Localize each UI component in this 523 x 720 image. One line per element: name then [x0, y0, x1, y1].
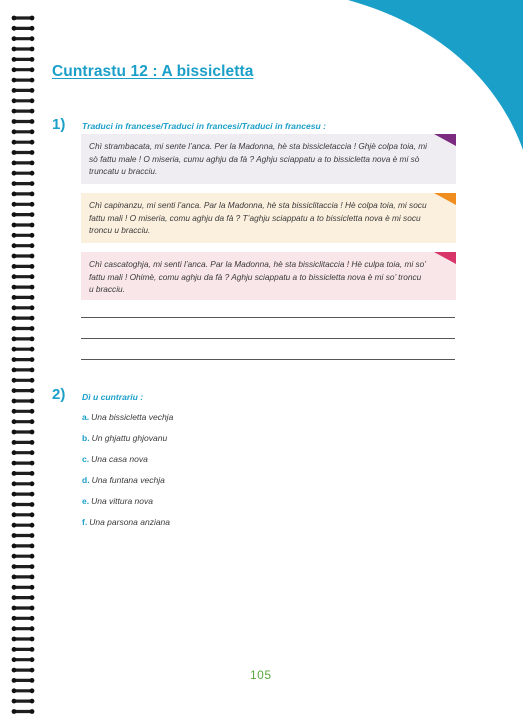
- spiral-ring: [12, 36, 35, 41]
- spiral-ring: [12, 26, 35, 31]
- spiral-ring: [12, 181, 35, 186]
- spiral-ring: [12, 378, 35, 383]
- spiral-ring: [12, 512, 35, 517]
- item-letter: e.: [82, 496, 90, 506]
- spiral-ring: [12, 67, 35, 72]
- text-2-line-3: troncu u bracciu.: [89, 225, 151, 235]
- list-item: [82, 454, 148, 464]
- spiral-ring: [12, 688, 35, 693]
- spiral-ring: [12, 637, 35, 642]
- spiral-ring: [12, 595, 35, 600]
- spiral-ring: [12, 212, 35, 217]
- spiral-ring: [12, 450, 35, 455]
- spiral-ring: [12, 57, 35, 62]
- item-text: Una casa nova: [91, 454, 148, 464]
- spiral-ring: [12, 254, 35, 259]
- item-text: Una bissicletta vechja: [91, 412, 174, 422]
- item-letter: d.: [82, 475, 90, 485]
- text-2-line-2: fattu mali ! O miseria, comu aghju da fà ? T’aghju sciappatu a to bissicletta nova è mi socu: [89, 212, 421, 223]
- spiral-ring: [12, 233, 35, 238]
- spiral-ring: [12, 295, 35, 300]
- spiral-ring: [12, 502, 35, 507]
- item-letter: f.: [82, 517, 88, 527]
- item-letter: b.: [82, 433, 90, 443]
- spiral-ring: [12, 337, 35, 342]
- spiral-ring: [12, 668, 35, 673]
- spiral-ring: [12, 274, 35, 279]
- corner-decoration: [348, 0, 523, 150]
- spiral-ring: [12, 678, 35, 683]
- item-text: Un ghjattu ghjovanu: [91, 433, 168, 443]
- item-letter: c.: [82, 454, 90, 464]
- spiral-ring: [12, 192, 35, 197]
- spiral-ring: [12, 119, 35, 124]
- text-3-line-1: Chì cascatoghja, mi senti l’anca. Par la Madonna, hè sta bissiclitaccia ! Hè culpa toia, mi so’: [89, 259, 427, 269]
- text-box-2: [81, 193, 456, 243]
- spiral-ring: [12, 347, 35, 352]
- spiral-ring: [12, 554, 35, 559]
- spiral-ring: [12, 471, 35, 476]
- spiral-ring: [12, 368, 35, 373]
- spiral-ring: [12, 109, 35, 114]
- item-text: Una vittura nova: [91, 496, 153, 506]
- spiral-ring: [12, 606, 35, 611]
- spiral-ring: [12, 150, 35, 155]
- spiral-ring: [12, 533, 35, 538]
- spiral-ring: [12, 481, 35, 486]
- text-3-line-2: fattu mali ! Ohimè, comu aghju da fà ? Aghju sciappatu a to bissicletta nova è mi so’ troncu: [89, 271, 422, 282]
- spiral-ring: [12, 388, 35, 393]
- spiral-ring: [12, 575, 35, 580]
- spiral-ring: [12, 357, 35, 362]
- spiral-ring: [12, 523, 35, 528]
- list-item: [82, 517, 170, 527]
- exercise-1-instruction: Traduci in francese/Traduci in francesi/Traduci in francesu :: [82, 121, 327, 131]
- writing-line[interactable]: [81, 317, 455, 318]
- spiral-ring: [12, 264, 35, 269]
- page-number: 105: [250, 668, 272, 682]
- spiral-ring: [12, 98, 35, 103]
- page-title: Cuntrastu 12 : A bissicletta: [52, 63, 254, 80]
- spiral-ring: [12, 399, 35, 404]
- spiral-ring: [12, 47, 35, 52]
- item-text: Una funtana vechja: [91, 475, 165, 485]
- item-letter: a.: [82, 412, 90, 422]
- text-1-line-2: sò fattu male ! O miseria, cumu aghju da fà ? Aghju sciappatu a to bissicletta nova è mi sò: [89, 153, 420, 164]
- spiral-ring: [12, 616, 35, 621]
- spiral-ring: [12, 709, 35, 714]
- spiral-ring: [12, 461, 35, 466]
- spiral-ring: [12, 223, 35, 228]
- spiral-ring: [12, 409, 35, 414]
- spiral-ring: [12, 419, 35, 424]
- text-1-line-1: Chì strambacata, mi sente l’anca. Per la Madonna, hè sta bissicletaccia ! Ghjè colpa toia, mi: [89, 141, 428, 151]
- spiral-ring: [12, 699, 35, 704]
- list-item: [82, 496, 153, 506]
- exercise-2-instruction: Dì u cuntrariu :: [82, 392, 144, 402]
- spiral-ring: [12, 16, 35, 21]
- spiral-ring: [12, 78, 35, 83]
- spiral-ring: [12, 585, 35, 590]
- spiral-ring: [12, 647, 35, 652]
- spiral-ring: [12, 440, 35, 445]
- spiral-ring: [12, 202, 35, 207]
- spiral-ring: [12, 140, 35, 145]
- spiral-ring: [12, 564, 35, 569]
- spiral-ring: [12, 316, 35, 321]
- spiral-ring: [12, 161, 35, 166]
- corner-tab-orange: [434, 193, 456, 205]
- text-box-3: [81, 252, 456, 300]
- spiral-ring: [12, 243, 35, 248]
- spiral-ring: [12, 171, 35, 176]
- text-3-line-3: u bracciu.: [89, 284, 125, 294]
- spiral-ring: [12, 626, 35, 631]
- text-1-line-3: truncatu u bracciu.: [89, 166, 158, 176]
- spiral-ring: [12, 326, 35, 331]
- spiral-ring: [12, 430, 35, 435]
- spiral-ring: [12, 88, 35, 93]
- spiral-ring: [12, 544, 35, 549]
- writing-line[interactable]: [81, 338, 455, 339]
- exercise-2-number: 2): [52, 386, 66, 403]
- spiral-ring: [12, 492, 35, 497]
- item-text: Una parsona anziana: [89, 517, 171, 527]
- spiral-ring: [12, 129, 35, 134]
- corner-tab-purple: [434, 134, 456, 146]
- writing-line[interactable]: [81, 359, 455, 360]
- spiral-binding: [10, 14, 36, 714]
- spiral-ring: [12, 285, 35, 290]
- text-box-1: [81, 134, 456, 184]
- spiral-ring: [12, 305, 35, 310]
- exercise-1-number: 1): [52, 116, 66, 133]
- list-item: [82, 433, 167, 443]
- text-2-line-1: Chì capinanzu, mi senti l’anca. Par la Madonna, hè sta bissiclitaccia ! Hè colpa toia, mi socu: [89, 200, 427, 210]
- list-item: [82, 475, 165, 485]
- spiral-ring: [12, 657, 35, 662]
- corner-tab-pink: [434, 252, 456, 264]
- list-item: [82, 412, 173, 422]
